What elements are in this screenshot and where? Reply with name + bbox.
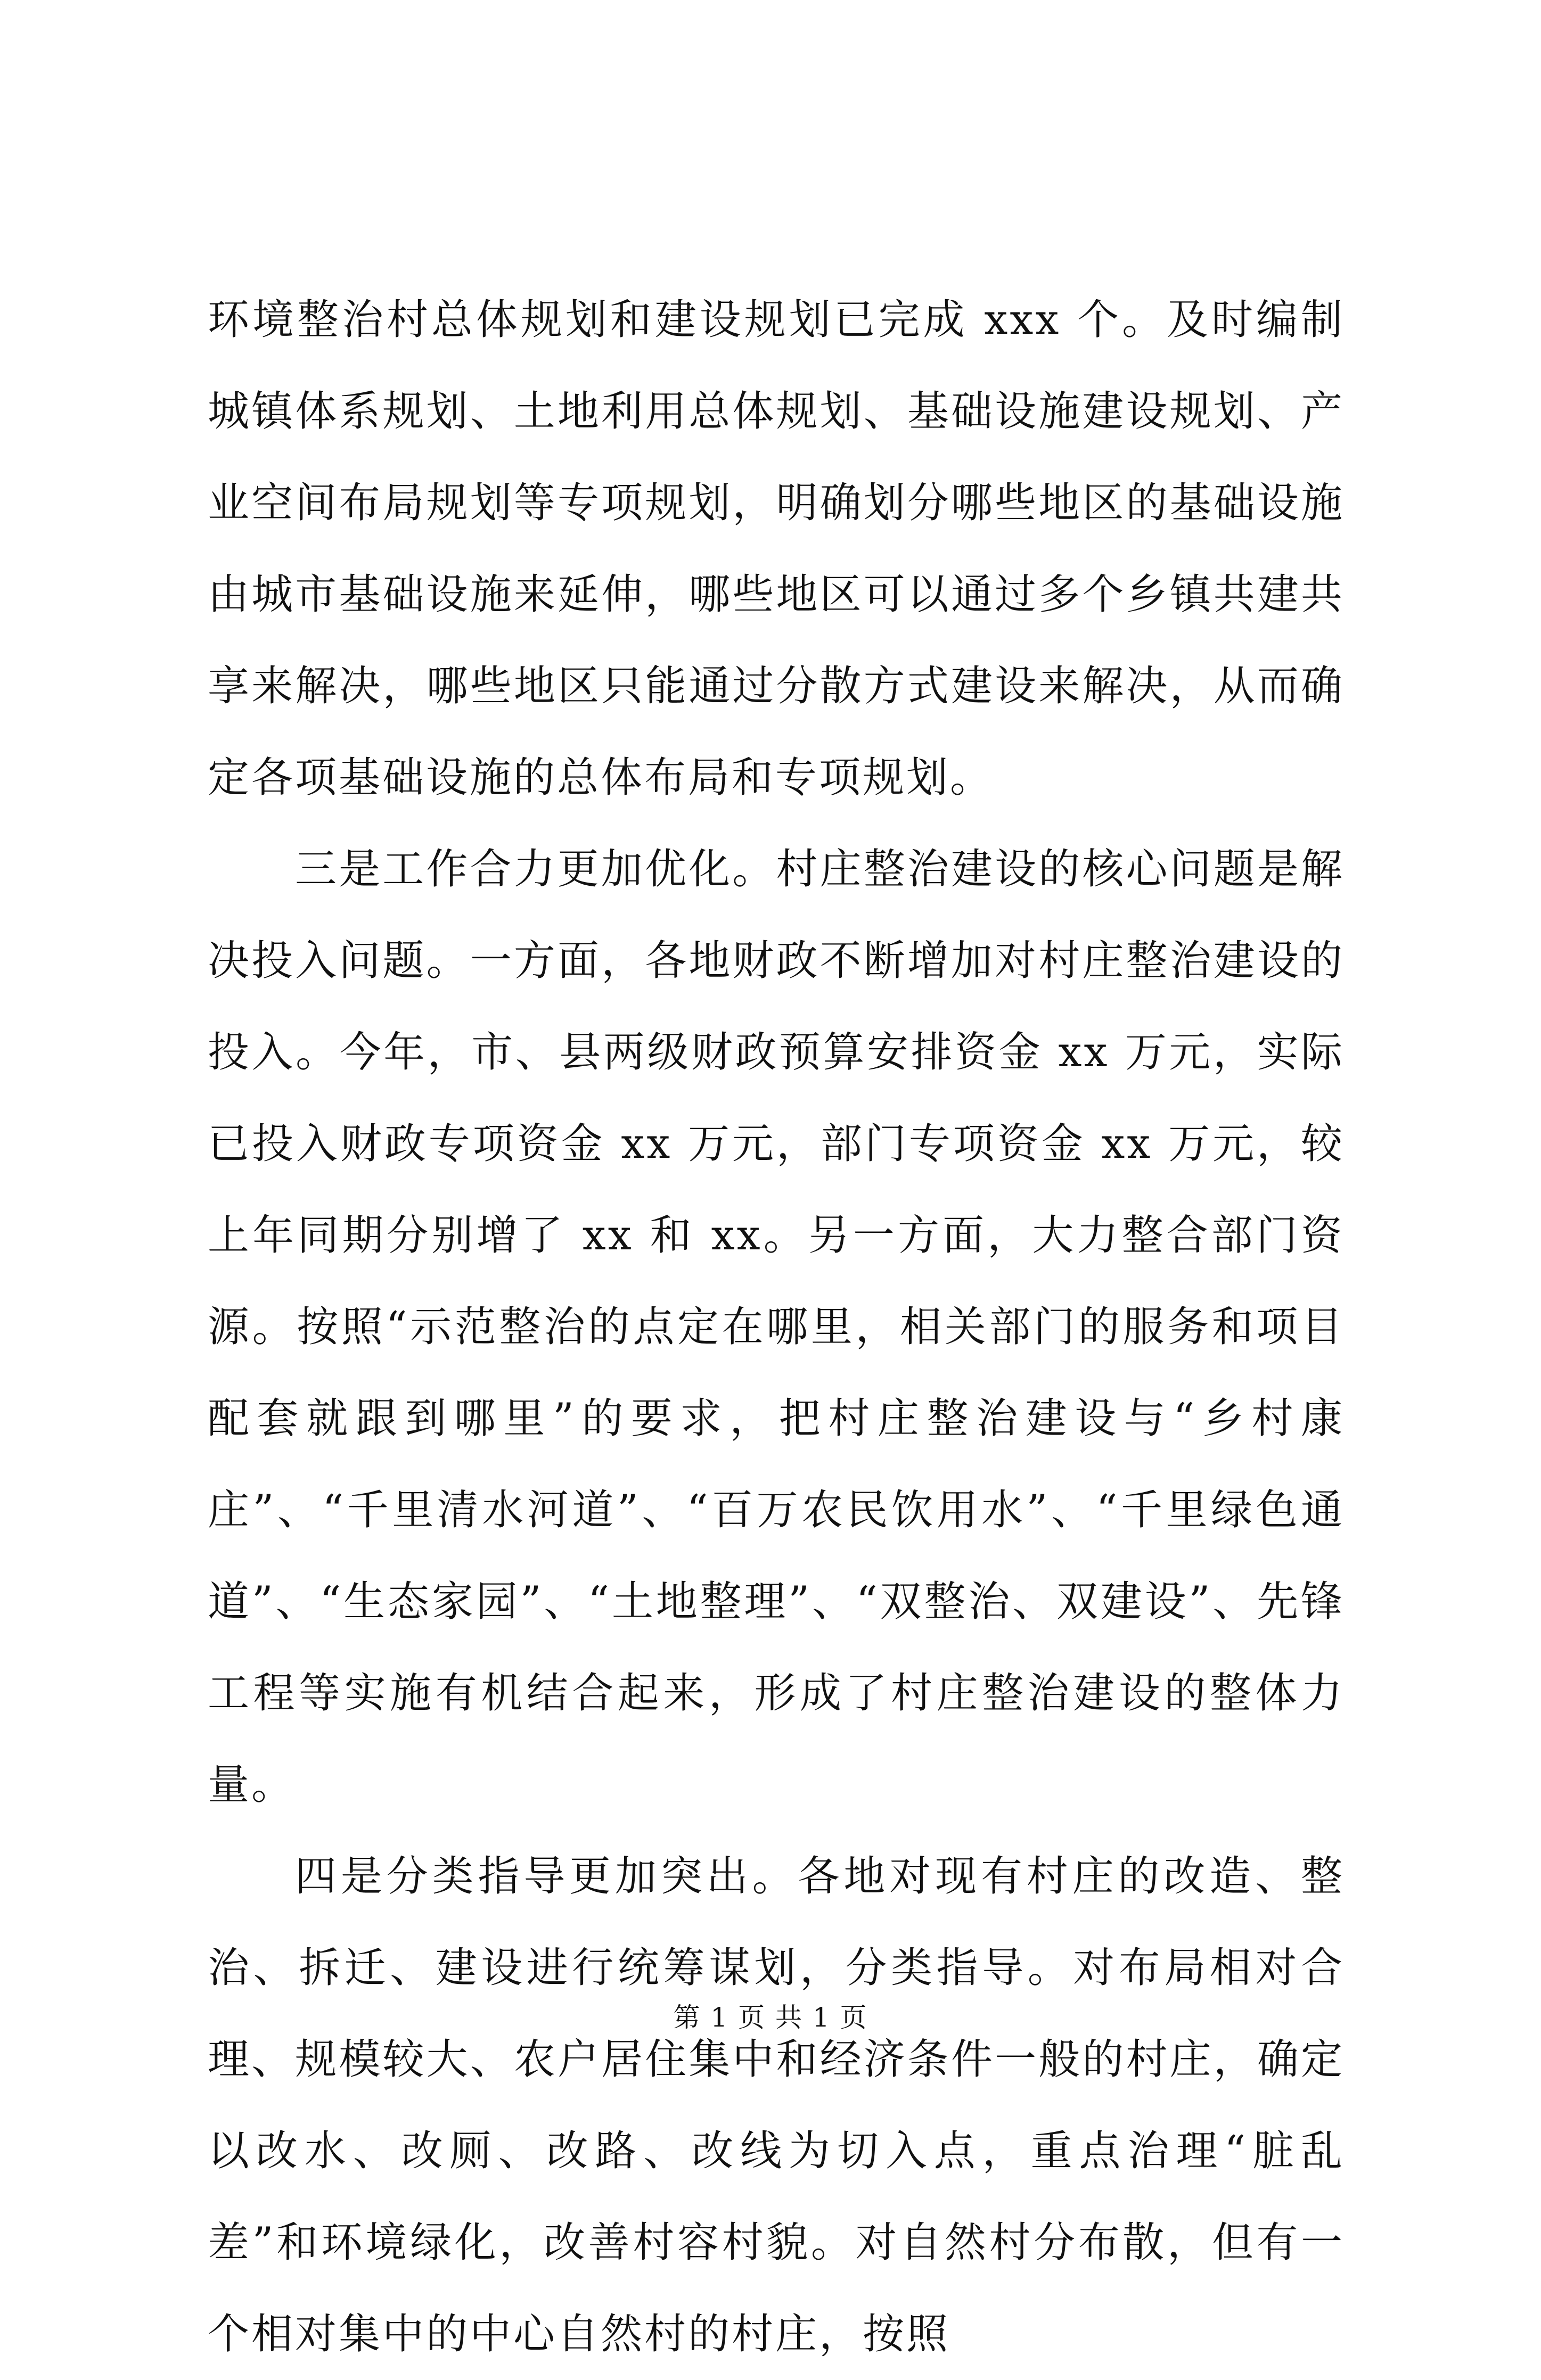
page-footer: 第 1 页 共 1 页 — [673, 2002, 868, 2033]
paragraph-classified-guidance: 四是分类指导更加突出。各地对现有村庄的改造、整治、拆迁、建设进行统筹谋划，分类指导。对布局相对合理、规模较大、农户居住集中和经济条件一般的村庄，确定以改水、改厕、改路、改线为切入点，重点治理“脏乱差”和环境绿化，改善村容村貌。对自然村分布散，但有一个相对集中的中心自然村的村庄，按照 — [208, 1852, 1345, 2358]
paragraph-work-synergy: 三是工作合力更加优化。村庄整治建设的核心问题是解决投入问题。一方面，各地财政不断增加对村庄整治建设的投入。今年，市、县两级财政预算安排资金 xx 万元，实际已投入财政专项资金 xx 万元，部门专项资金 xx 万元，较上年同期分别增了 xx 和 xx。另一方面，大力整合部门资源。按照“示范整治的点定在哪里，相关部门的服务和项目配套就跟到哪里”的要求，把村庄整治建设与“乡村康庄”、“千里清水河道”、“百万农民饮用水”、“千里绿色通道”、“生态家园”、“土地整理”、“双整治、双建设”、先锋工程等实施有机结合起来，形成了村庄整治建设的整体力量。 — [208, 845, 1345, 1809]
document-body — [208, 274, 1345, 2380]
paragraph-continuation: 环境整治村总体规划和建设规划已完成 xxx 个。及时编制城镇体系规划、土地利用总体规划、基础设施建设规划、产业空间布局规划等专项规划，明确划分哪些地区的基础设施由城市基础设施来延伸，哪些地区可以通过多个乡镇共建共享来解决，哪些地区只能通过分散方式建设来解决，从而确定各项基础设施的总体布局和专项规划。 — [208, 296, 1345, 802]
